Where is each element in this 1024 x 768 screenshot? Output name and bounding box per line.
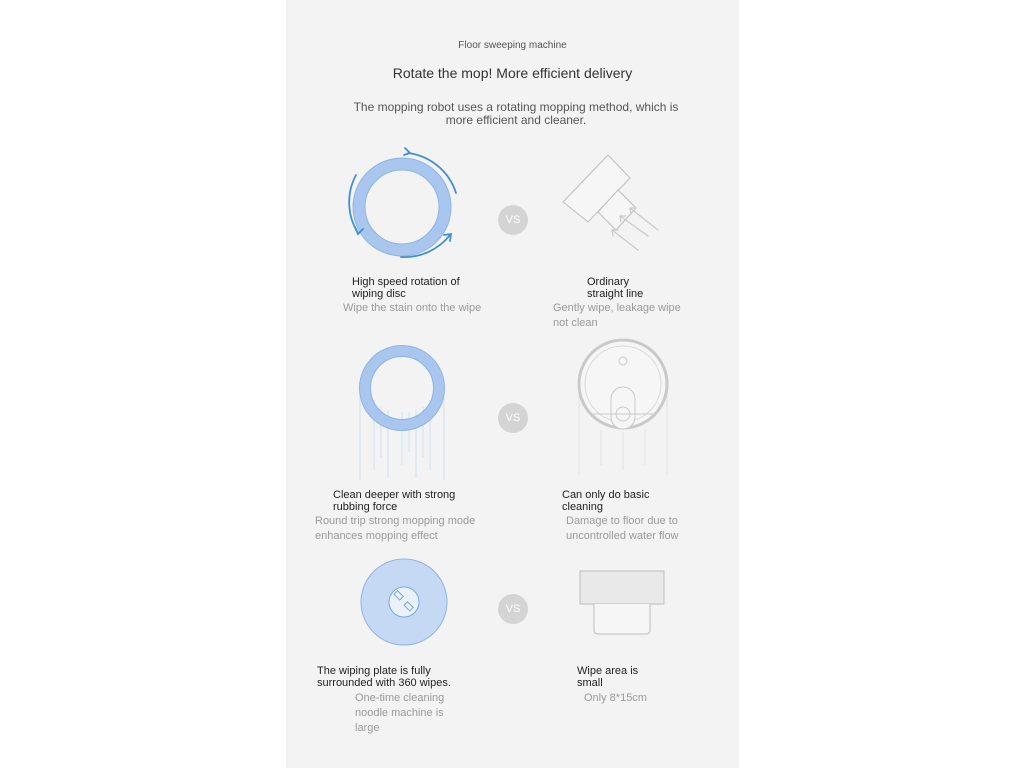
vs-badge: VS [498,205,528,235]
deep-clean-disc-illustration [346,340,466,490]
feature-title-deeper: Clean deeper with strong rubbing force [333,489,456,513]
content-panel [286,0,739,768]
vs-badge: VS [498,594,528,624]
feature-title-small-area: Wipe area is small [577,665,639,689]
kicker: Floor sweeping machine [458,40,567,51]
feature-desc-damage: Damage to floor due to uncontrolled water flow [566,515,679,542]
feature-desc-round-trip: Round trip strong mopping mode enhances mopping effect [315,515,476,542]
feature-desc-wipe-stain: Wipe the stain onto the wipe [343,302,482,314]
feature-desc-size: Only 8*15cm [584,692,647,704]
feature-title-360: The wiping plate is fully surrounded with 360 wipes. [317,665,451,689]
intro-text: The mopping robot uses a rotating mopping method, which is more efficient and cleaner. [353,100,679,127]
feature-title-ordinary: Ordinary straight line [587,276,644,300]
wiping-plate-illustration [358,556,450,648]
feature-desc-one-time: One-time cleaning noodle machine is large [355,692,445,734]
feature-title-basic: Can only do basic cleaning [562,489,650,513]
rotating-disc-illustration [346,145,466,265]
robot-outline-illustration [571,340,681,490]
straight-mop-illustration [558,150,668,265]
feature-title-high-speed: High speed rotation of wiping disc [352,276,460,300]
small-mop-illustration [578,568,668,638]
vs-badge: VS [498,403,528,433]
headline: Rotate the mop! More efficient delivery [392,65,633,81]
feature-desc-gently-wipe: Gently wipe, leakage wipe not clean [553,302,681,329]
